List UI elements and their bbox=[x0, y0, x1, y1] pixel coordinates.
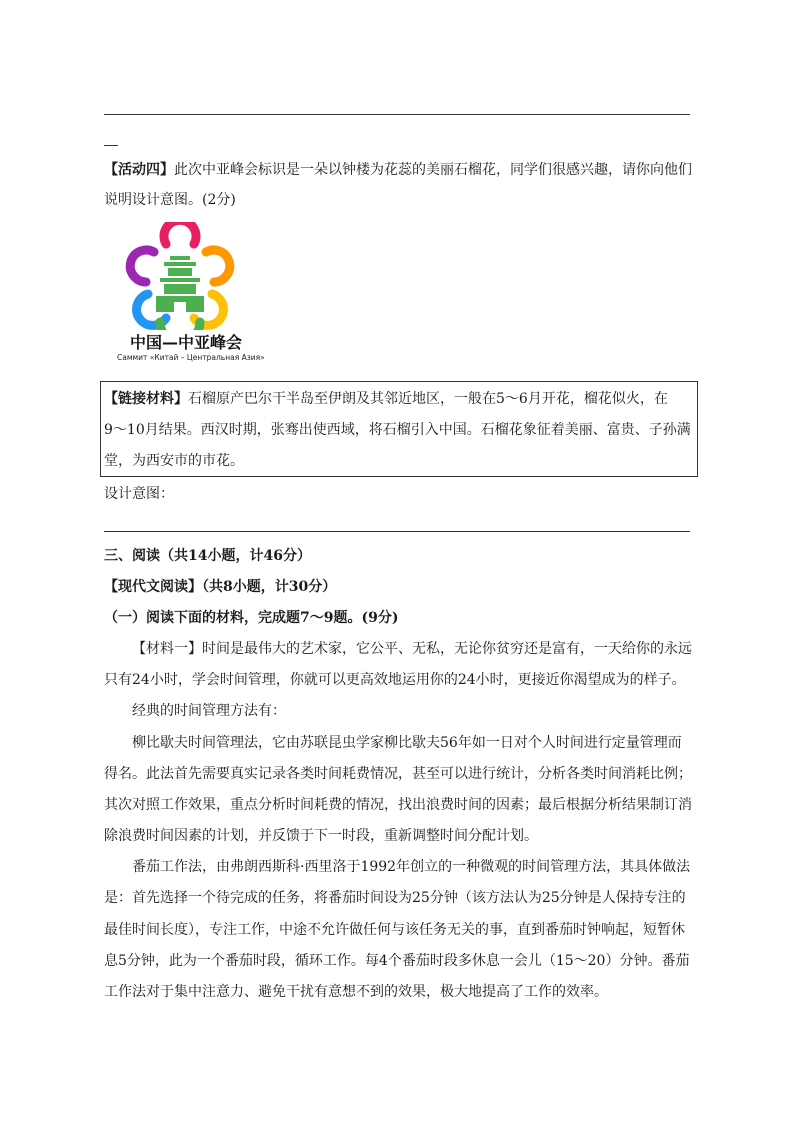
answer-line-top bbox=[104, 114, 690, 115]
material1-p1-line2: 只有24小时，学会时间管理，你就可以更高效地运用你的24小时，更接近你渴望成为的样子。 bbox=[104, 672, 686, 688]
activity4-text-1: 此次中亚峰会标识是一朵以钟楼为花蕊的美丽石榴花，同学们很感兴趣，请你向他们 bbox=[174, 162, 692, 178]
material1-p2: 经典的时间管理方法有： bbox=[132, 703, 286, 719]
link-material-box bbox=[100, 381, 698, 477]
material1-p3-line3: 其次对照工作效果，重点分析时间耗费的情况，找出浪费时间的因素；最后根据分析结果制订消 bbox=[104, 797, 692, 813]
pomegranate-flower-icon bbox=[110, 222, 250, 330]
logo-title: 中国—中亚峰会 bbox=[130, 333, 243, 352]
activity4-title: 【活动四】 bbox=[104, 162, 174, 178]
activity4-line1 bbox=[104, 160, 692, 180]
link-material-line3: 堂，为西安市的市花。 bbox=[104, 453, 244, 469]
material1-p4-line4: 息5分钟，此为一个番茄时段，循环工作。每4个番茄时段多休息一会儿（15～20）分钟。番茄 bbox=[104, 953, 690, 969]
link-material-title: 【链接材料】 bbox=[104, 391, 188, 407]
summit-logo bbox=[110, 222, 265, 368]
material1-p4-line5: 工作法对于集中注意力、避免干扰有意想不到的效果，极大地提高了工作的效率。 bbox=[104, 984, 608, 1000]
part1-heading: （一）阅读下面的材料，完成题7～9题。(9分) bbox=[104, 610, 399, 626]
link-material-line1 bbox=[104, 389, 668, 409]
petal-left-upper bbox=[130, 250, 154, 282]
design-intent-label: 设计意图： bbox=[104, 486, 174, 502]
section3-heading: 三、阅读（共14小题，计46分） bbox=[104, 548, 311, 564]
petal-top bbox=[164, 222, 196, 244]
answer-line-design bbox=[104, 531, 690, 532]
material1-p4-line3: 最佳时间长度），专注工作，中途不允许做任何与该任务无关的事，直到番茄时钟响起，短暂休 bbox=[104, 922, 685, 938]
link-material-text-1: 石榴原产巴尔干半岛至伊朗及其邻近地区，一般在5～6月开花，榴花似火，在 bbox=[188, 391, 668, 407]
bell-tower-icon bbox=[156, 256, 204, 312]
modern-reading-heading: 【现代文阅读】（共8小题，计30分） bbox=[104, 579, 337, 595]
material1-p1-line1: 【材料一】时间是最伟大的艺术家，它公平、无私，无论你贫穷还是富有，一天给你的永远 bbox=[132, 641, 692, 657]
material1-p3-line4: 除浪费时间因素的计划，并反馈于下一时段，重新调整时间分配计划。 bbox=[104, 828, 538, 844]
material1-p3-line1: 柳比歇夫时间管理法，它由苏联昆虫学家柳比歇夫56年如一日对个人时间进行定量管理而 bbox=[132, 735, 682, 751]
answer-line-continuation bbox=[104, 145, 118, 146]
link-material-line2: 9～10月结果。西汉时期，张骞出使西域，将石榴引入中国。石榴花象征着美丽、富贵、子孙满 bbox=[104, 422, 691, 438]
material1-p4-line1: 番茄工作法，由弗朗西斯科·西里洛于1992年创立的一种微观的时间管理方法，其具体做法 bbox=[132, 859, 691, 875]
logo-subtitle: Саммит «Китай – Центральная Азия» bbox=[117, 353, 265, 362]
material1-p3-line2: 得名。此法首先需要真实记录各类时间耗费情况，甚至可以进行统计，分析各类时间消耗比例； bbox=[104, 766, 692, 782]
activity4-line2: 说明设计意图。(2分) bbox=[104, 192, 236, 208]
petal-right-upper bbox=[206, 250, 230, 282]
material1-p4-line2: 是：首先选择一个待完成的任务，将番茄时间设为25分钟（该方法认为25分钟是人保持专注的 bbox=[104, 890, 686, 906]
